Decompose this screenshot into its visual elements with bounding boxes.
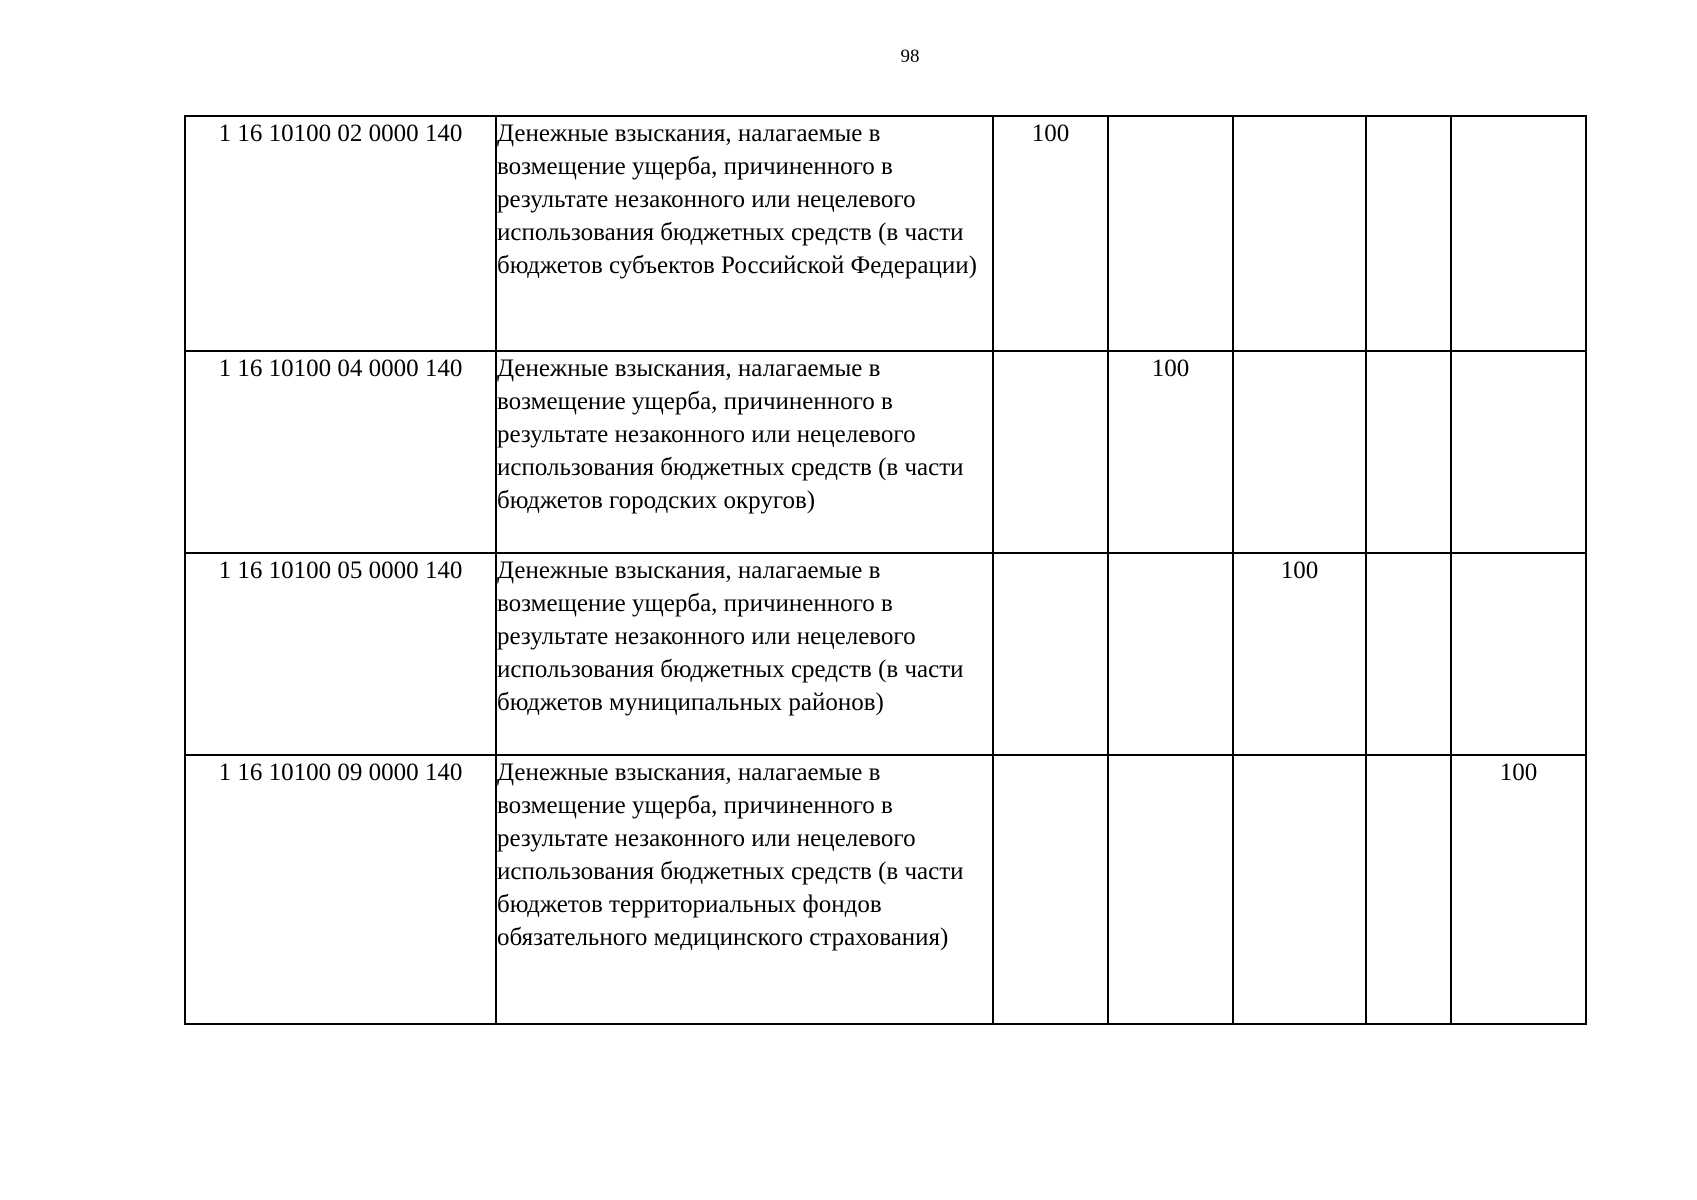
value-cell: [1108, 116, 1233, 351]
description-cell: Денежные взыскания, налагаемые в возмещение ущерба, причиненного в результате незаконного или нецелевого использования бюджетных средств (в части бюджетов субъектов Российской Федерации): [496, 116, 993, 351]
budget-code-cell: 1 16 10100 05 0000 140: [185, 553, 496, 755]
value-cell: [993, 351, 1108, 553]
value-cell: [1451, 553, 1586, 755]
value-cell: [1366, 755, 1451, 1024]
table-row: [185, 755, 1586, 1024]
value-cell: [1366, 116, 1451, 351]
value-cell: [1233, 116, 1366, 351]
value-cell: 100: [1108, 351, 1233, 553]
value-cell: [1451, 351, 1586, 553]
value-cell: [1366, 351, 1451, 553]
description-cell: Денежные взыскания, налагаемые в возмещение ущерба, причиненного в результате незаконного или нецелевого использования бюджетных средств (в части бюджетов муниципальных районов): [496, 553, 993, 755]
budget-code-cell: 1 16 10100 04 0000 140: [185, 351, 496, 553]
budget-revenue-table: [184, 115, 1587, 1025]
value-cell: [1451, 116, 1586, 351]
value-cell: [993, 553, 1108, 755]
value-cell: [1108, 553, 1233, 755]
value-cell: 100: [1451, 755, 1586, 1024]
budget-code-cell: 1 16 10100 02 0000 140: [185, 116, 496, 351]
budget-code-cell: 1 16 10100 09 0000 140: [185, 755, 496, 1024]
value-cell: 100: [993, 116, 1108, 351]
table-row: [185, 116, 1586, 351]
value-cell: [993, 755, 1108, 1024]
table-row: [185, 553, 1586, 755]
table-row: [185, 351, 1586, 553]
value-cell: 100: [1233, 553, 1366, 755]
value-cell: [1108, 755, 1233, 1024]
description-cell: Денежные взыскания, налагаемые в возмещение ущерба, причиненного в результате незаконного или нецелевого использования бюджетных средств (в части бюджетов территориальных фондов обязательного медицинского страхования): [496, 755, 993, 1024]
value-cell: [1366, 553, 1451, 755]
page-number: 98: [900, 46, 920, 67]
value-cell: [1233, 351, 1366, 553]
value-cell: [1233, 755, 1366, 1024]
description-cell: Денежные взыскания, налагаемые в возмещение ущерба, причиненного в результате незаконного или нецелевого использования бюджетных средств (в части бюджетов городских округов): [496, 351, 993, 553]
